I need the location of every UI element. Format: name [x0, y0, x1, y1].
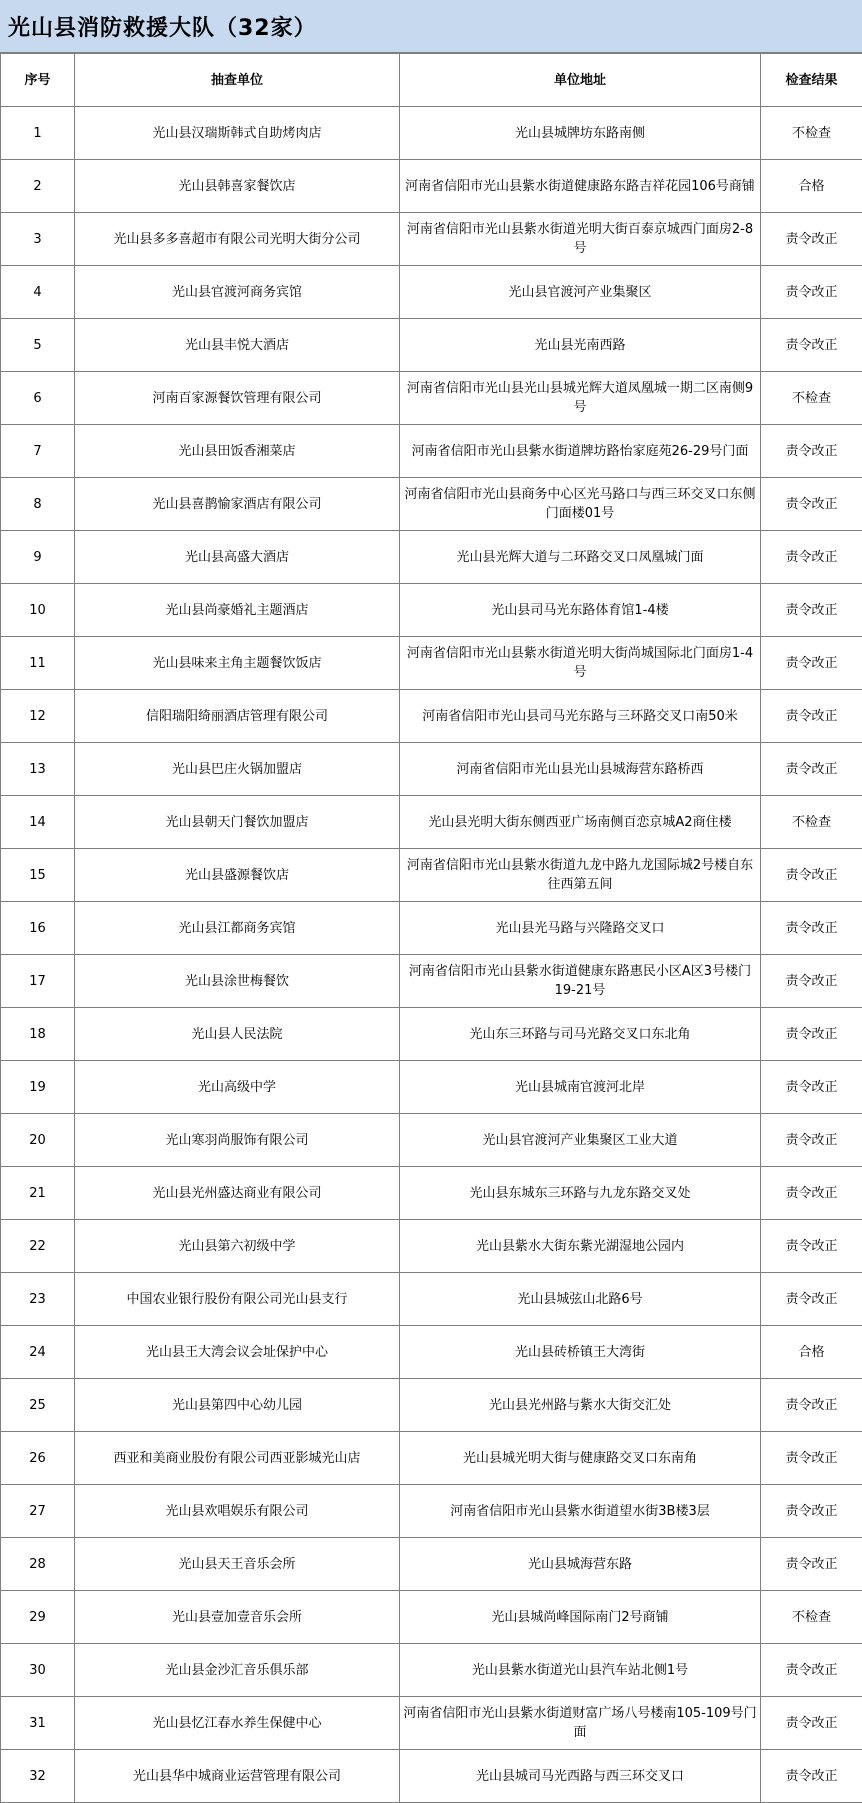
result-cell: 责令改正: [761, 1379, 862, 1432]
header-cell-unit: 抽查单位: [75, 54, 400, 107]
result-cell: 不检查: [761, 796, 862, 849]
unit-address-cell: 光山县城司马光西路与西三环交叉口: [400, 1750, 761, 1803]
table-row: [1, 372, 862, 425]
row-index-cell: 30: [1, 1644, 75, 1697]
table-row: [1, 1273, 862, 1326]
result-cell: 责令改正: [761, 1644, 862, 1697]
result-cell: 责令改正: [761, 849, 862, 902]
result-cell: 责令改正: [761, 1273, 862, 1326]
unit-name-cell: 光山县壹加壹音乐会所: [75, 1591, 400, 1644]
unit-address-cell: 光山县紫水街道光山县汽车站北侧1号: [400, 1644, 761, 1697]
table-row: [1, 1538, 862, 1591]
row-index-cell: 26: [1, 1432, 75, 1485]
result-cell: 责令改正: [761, 531, 862, 584]
unit-name-cell: 光山县田饭香湘菜店: [75, 425, 400, 478]
table-row: [1, 637, 862, 690]
page-title: 光山县消防救援大队（32家）: [8, 15, 317, 41]
unit-name-cell: 光山县味来主角主题餐饮饭店: [75, 637, 400, 690]
table-row: [1, 531, 862, 584]
result-cell: 责令改正: [761, 1485, 862, 1538]
unit-address-cell: 河南省信阳市光山县商务中心区光马路口与西三环交叉口东侧门面楼01号: [400, 478, 761, 531]
unit-name-cell: 光山县欢唱娱乐有限公司: [75, 1485, 400, 1538]
row-index-cell: 32: [1, 1750, 75, 1803]
unit-address-cell: 光山县城牌坊东路南侧: [400, 107, 761, 160]
table-row: [1, 1220, 862, 1273]
unit-name-cell: 光山县尚豪婚礼主题酒店: [75, 584, 400, 637]
row-index-cell: 23: [1, 1273, 75, 1326]
unit-address-cell: 光山县光马路与兴隆路交叉口: [400, 902, 761, 955]
unit-address-cell: 光山县司马光东路体育馆1-4楼: [400, 584, 761, 637]
table-row: [1, 478, 862, 531]
unit-address-cell: 光山县光南西路: [400, 319, 761, 372]
table-row: [1, 160, 862, 213]
table-row: [1, 1379, 862, 1432]
row-index-cell: 21: [1, 1167, 75, 1220]
table-row: [1, 425, 862, 478]
table-row: [1, 319, 862, 372]
unit-address-cell: 光山县城弦山北路6号: [400, 1273, 761, 1326]
row-index-cell: 29: [1, 1591, 75, 1644]
unit-address-cell: 光山县光明大街东侧西亚广场南侧百恋京城A2商住楼: [400, 796, 761, 849]
result-cell: 责令改正: [761, 425, 862, 478]
result-cell: 责令改正: [761, 1538, 862, 1591]
result-cell: 责令改正: [761, 1697, 862, 1750]
unit-address-cell: 光山县城尚峰国际南门2号商铺: [400, 1591, 761, 1644]
unit-address-cell: 光山县砖桥镇王大湾街: [400, 1326, 761, 1379]
unit-address-cell: 河南省信阳市光山县紫水街道光明大街尚城国际北门面房1-4号: [400, 637, 761, 690]
row-index-cell: 8: [1, 478, 75, 531]
unit-address-cell: 光山县城南官渡河北岸: [400, 1061, 761, 1114]
unit-name-cell: 光山县多多喜超市有限公司光明大街分公司: [75, 213, 400, 266]
inspection-table: [0, 53, 862, 1803]
header-cell-result: 检查结果: [761, 54, 862, 107]
table-row: [1, 690, 862, 743]
unit-address-cell: 光山县城海营东路: [400, 1538, 761, 1591]
unit-name-cell: 光山县江都商务宾馆: [75, 902, 400, 955]
unit-name-cell: 光山县王大湾会议会址保护中心: [75, 1326, 400, 1379]
row-index-cell: 7: [1, 425, 75, 478]
result-cell: 责令改正: [761, 955, 862, 1008]
unit-address-cell: 河南省信阳市光山县紫水街道光明大街百泰京城西门面房2-8号: [400, 213, 761, 266]
table-row: [1, 1750, 862, 1803]
table-row: [1, 955, 862, 1008]
unit-name-cell: 光山县涂世梅餐饮: [75, 955, 400, 1008]
row-index-cell: 9: [1, 531, 75, 584]
unit-name-cell: 光山县巴庄火锅加盟店: [75, 743, 400, 796]
unit-name-cell: 光山县汉瑞斯韩式自助烤肉店: [75, 107, 400, 160]
row-index-cell: 17: [1, 955, 75, 1008]
row-index-cell: 16: [1, 902, 75, 955]
table-row: [1, 743, 862, 796]
result-cell: 责令改正: [761, 319, 862, 372]
unit-name-cell: 光山县官渡河商务宾馆: [75, 266, 400, 319]
row-index-cell: 12: [1, 690, 75, 743]
table-row: [1, 584, 862, 637]
unit-address-cell: 河南省信阳市光山县紫水街道财富广场八号楼南105-109号门面: [400, 1697, 761, 1750]
title-bar: [0, 0, 862, 53]
result-cell: 责令改正: [761, 1114, 862, 1167]
row-index-cell: 10: [1, 584, 75, 637]
result-cell: 责令改正: [761, 213, 862, 266]
unit-name-cell: 光山县第六初级中学: [75, 1220, 400, 1273]
unit-name-cell: 光山县高盛大酒店: [75, 531, 400, 584]
unit-name-cell: 信阳瑞阳绮丽酒店管理有限公司: [75, 690, 400, 743]
unit-name-cell: 西亚和美商业股份有限公司西亚影城光山店: [75, 1432, 400, 1485]
unit-address-cell: 河南省信阳市光山县紫水街道牌坊路怡家庭苑26-29号门面: [400, 425, 761, 478]
unit-name-cell: 光山高级中学: [75, 1061, 400, 1114]
unit-address-cell: 河南省信阳市光山县紫水街道九龙中路九龙国际城2号楼自东往西第五间: [400, 849, 761, 902]
unit-name-cell: 光山县天王音乐会所: [75, 1538, 400, 1591]
result-cell: 责令改正: [761, 1432, 862, 1485]
row-index-cell: 19: [1, 1061, 75, 1114]
result-cell: 责令改正: [761, 637, 862, 690]
result-cell: 责令改正: [761, 478, 862, 531]
header-row: [1, 54, 862, 107]
unit-name-cell: 光山县丰悦大酒店: [75, 319, 400, 372]
header-cell-address: 单位地址: [400, 54, 761, 107]
row-index-cell: 28: [1, 1538, 75, 1591]
unit-name-cell: 光山县喜鹊愉家酒店有限公司: [75, 478, 400, 531]
unit-address-cell: 光山县东城东三环路与九龙东路交叉处: [400, 1167, 761, 1220]
unit-name-cell: 光山县第四中心幼儿园: [75, 1379, 400, 1432]
result-cell: 合格: [761, 160, 862, 213]
table-row: [1, 1114, 862, 1167]
unit-address-cell: 河南省信阳市光山县紫水街道望水街3B楼3层: [400, 1485, 761, 1538]
row-index-cell: 4: [1, 266, 75, 319]
table-row: [1, 1591, 862, 1644]
table-row: [1, 1485, 862, 1538]
unit-address-cell: 河南省信阳市光山县紫水街道健康路东路吉祥花园106号商铺: [400, 160, 761, 213]
unit-name-cell: 光山县朝天门餐饮加盟店: [75, 796, 400, 849]
unit-address-cell: 光山县城光明大街与健康路交叉口东南角: [400, 1432, 761, 1485]
row-index-cell: 15: [1, 849, 75, 902]
row-index-cell: 27: [1, 1485, 75, 1538]
row-index-cell: 5: [1, 319, 75, 372]
table-row: [1, 796, 862, 849]
result-cell: 不检查: [761, 1591, 862, 1644]
row-index-cell: 14: [1, 796, 75, 849]
row-index-cell: 13: [1, 743, 75, 796]
unit-name-cell: 光山县盛源餐饮店: [75, 849, 400, 902]
table-row: [1, 1432, 862, 1485]
unit-address-cell: 光山东三环路与司马光路交叉口东北角: [400, 1008, 761, 1061]
result-cell: 不检查: [761, 372, 862, 425]
row-index-cell: 1: [1, 107, 75, 160]
unit-address-cell: 河南省信阳市光山县光山县城光辉大道凤凰城一期二区南侧9号: [400, 372, 761, 425]
table-row: [1, 849, 862, 902]
result-cell: 责令改正: [761, 266, 862, 319]
table-body: [1, 107, 862, 1803]
header-cell-index: 序号: [1, 54, 75, 107]
table-row: [1, 107, 862, 160]
row-index-cell: 11: [1, 637, 75, 690]
unit-address-cell: 光山县官渡河产业集聚区工业大道: [400, 1114, 761, 1167]
unit-address-cell: 光山县紫水大街东紫光湖湿地公园内: [400, 1220, 761, 1273]
result-cell: 责令改正: [761, 1167, 862, 1220]
result-cell: 责令改正: [761, 1061, 862, 1114]
unit-address-cell: 光山县光州路与紫水大街交汇处: [400, 1379, 761, 1432]
unit-address-cell: 河南省信阳市光山县光山县城海营东路桥西: [400, 743, 761, 796]
result-cell: 合格: [761, 1326, 862, 1379]
result-cell: 责令改正: [761, 1008, 862, 1061]
table-row: [1, 1326, 862, 1379]
table-row: [1, 1061, 862, 1114]
unit-address-cell: 光山县光辉大道与二环路交叉口凤凰城门面: [400, 531, 761, 584]
unit-name-cell: 光山县光州盛达商业有限公司: [75, 1167, 400, 1220]
unit-address-cell: 光山县官渡河产业集聚区: [400, 266, 761, 319]
result-cell: 责令改正: [761, 902, 862, 955]
unit-name-cell: 光山县忆江春水养生保健中心: [75, 1697, 400, 1750]
table-row: [1, 266, 862, 319]
table-row: [1, 1644, 862, 1697]
result-cell: 责令改正: [761, 1750, 862, 1803]
unit-name-cell: 光山县华中城商业运营管理有限公司: [75, 1750, 400, 1803]
row-index-cell: 22: [1, 1220, 75, 1273]
result-cell: 责令改正: [761, 1220, 862, 1273]
row-index-cell: 3: [1, 213, 75, 266]
unit-name-cell: 光山寒羽尚服饰有限公司: [75, 1114, 400, 1167]
unit-name-cell: 光山县韩喜家餐饮店: [75, 160, 400, 213]
result-cell: 责令改正: [761, 690, 862, 743]
table-row: [1, 1008, 862, 1061]
unit-address-cell: 河南省信阳市光山县紫水街道健康东路惠民小区A区3号楼门19-21号: [400, 955, 761, 1008]
row-index-cell: 20: [1, 1114, 75, 1167]
unit-name-cell: 光山县金沙汇音乐俱乐部: [75, 1644, 400, 1697]
unit-address-cell: 河南省信阳市光山县司马光东路与三环路交叉口南50米: [400, 690, 761, 743]
row-index-cell: 31: [1, 1697, 75, 1750]
table-row: [1, 902, 862, 955]
table-row: [1, 1697, 862, 1750]
row-index-cell: 18: [1, 1008, 75, 1061]
row-index-cell: 25: [1, 1379, 75, 1432]
table-row: [1, 213, 862, 266]
result-cell: 责令改正: [761, 584, 862, 637]
row-index-cell: 24: [1, 1326, 75, 1379]
unit-name-cell: 中国农业银行股份有限公司光山县支行: [75, 1273, 400, 1326]
row-index-cell: 2: [1, 160, 75, 213]
unit-name-cell: 光山县人民法院: [75, 1008, 400, 1061]
row-index-cell: 6: [1, 372, 75, 425]
unit-name-cell: 河南百家源餐饮管理有限公司: [75, 372, 400, 425]
result-cell: 不检查: [761, 107, 862, 160]
result-cell: 责令改正: [761, 743, 862, 796]
table-row: [1, 1167, 862, 1220]
